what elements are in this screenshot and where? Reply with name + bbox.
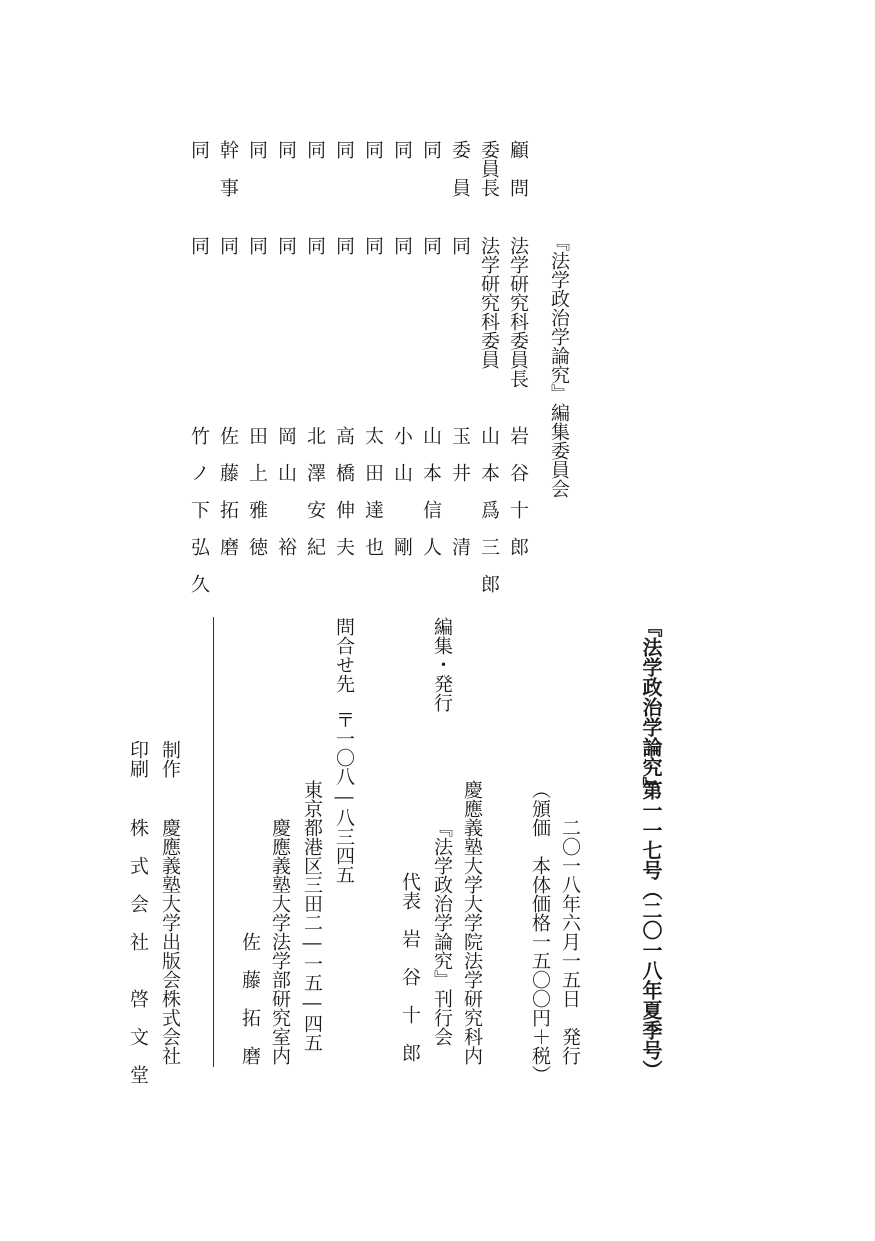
- printing-company: 株 式 会 社 啓 文 堂: [127, 818, 149, 1084]
- printing-label: 印刷: [127, 740, 149, 778]
- representative: 代表 岩 谷 十 郎: [399, 872, 421, 1062]
- issue-number: 第一一七号（二〇一八年夏季号）: [639, 780, 663, 1080]
- member-affiliation: 同: [217, 236, 239, 255]
- member-role: 同: [333, 140, 355, 159]
- member-name: 佐藤拓磨: [217, 426, 239, 574]
- member-affiliation: 同: [333, 236, 355, 255]
- member-affiliation: 同: [188, 236, 210, 255]
- member-name: 高橋伸夫: [333, 426, 355, 574]
- publisher-group: 『法学政治学論究』刊行会: [431, 818, 453, 1046]
- member-affiliation: 法学研究科委員長: [507, 236, 529, 388]
- member-name: 岡山 裕: [275, 426, 297, 574]
- publication-date: 二〇一八年六月一五日 発行: [559, 818, 581, 1065]
- member-affiliation: 法学研究科委員: [478, 236, 500, 369]
- member-affiliation: 同: [304, 236, 326, 255]
- member-affiliation: 同: [362, 236, 384, 255]
- member-name: 玉井 清: [449, 426, 471, 574]
- postal-code: 〒一〇八―八三四五: [333, 710, 355, 884]
- member-role: 幹 事: [217, 140, 239, 197]
- member-name: 竹ノ下弘久: [188, 426, 210, 611]
- member-role: 委員長: [478, 140, 500, 197]
- member-affiliation: 同: [391, 236, 413, 255]
- member-role: 同: [304, 140, 326, 159]
- publisher-org: 慶應義塾大学大学院法学研究科内: [461, 780, 483, 1065]
- address: 東京都港区三田二―一五―四五: [301, 780, 323, 1052]
- price: （頒価 本体価格一五〇〇円＋税）: [529, 780, 551, 1084]
- journal-title: 『法学政治学論究』: [639, 617, 663, 797]
- production-company: 慶應義塾大学出版会株式会社: [159, 818, 181, 1065]
- member-name: 小山 剛: [391, 426, 413, 574]
- member-role: 同: [362, 140, 384, 159]
- member-affiliation: 同: [420, 236, 442, 255]
- member-role: 顧 問: [507, 140, 529, 197]
- member-role: 同: [420, 140, 442, 159]
- member-role: 委 員: [449, 140, 471, 197]
- member-role: 同: [188, 140, 210, 159]
- member-affiliation: 同: [246, 236, 268, 255]
- member-name: 太田達也: [362, 426, 384, 574]
- member-name: 山本信人: [420, 426, 442, 574]
- publisher-label: 編集・発行: [431, 617, 453, 712]
- member-name: 田上雅徳: [246, 426, 268, 574]
- divider-line: [213, 617, 214, 1067]
- production-label: 制作: [159, 740, 181, 778]
- contact-label: 問合せ先: [333, 617, 355, 693]
- member-affiliation: 同: [275, 236, 297, 255]
- committee-heading: 『法学政治学論究』編集委員会: [548, 232, 570, 498]
- contact-person: 佐 藤 拓 磨: [239, 932, 261, 1065]
- department: 慶應義塾大学法学部研究室内: [269, 818, 291, 1065]
- member-name: 岩谷十郎: [507, 426, 529, 574]
- member-role: 同: [391, 140, 413, 159]
- member-affiliation: 同: [449, 236, 471, 255]
- member-role: 同: [246, 140, 268, 159]
- member-name: 北澤安紀: [304, 426, 326, 574]
- member-name: 山本爲三郎: [478, 426, 500, 611]
- member-role: 同: [275, 140, 297, 159]
